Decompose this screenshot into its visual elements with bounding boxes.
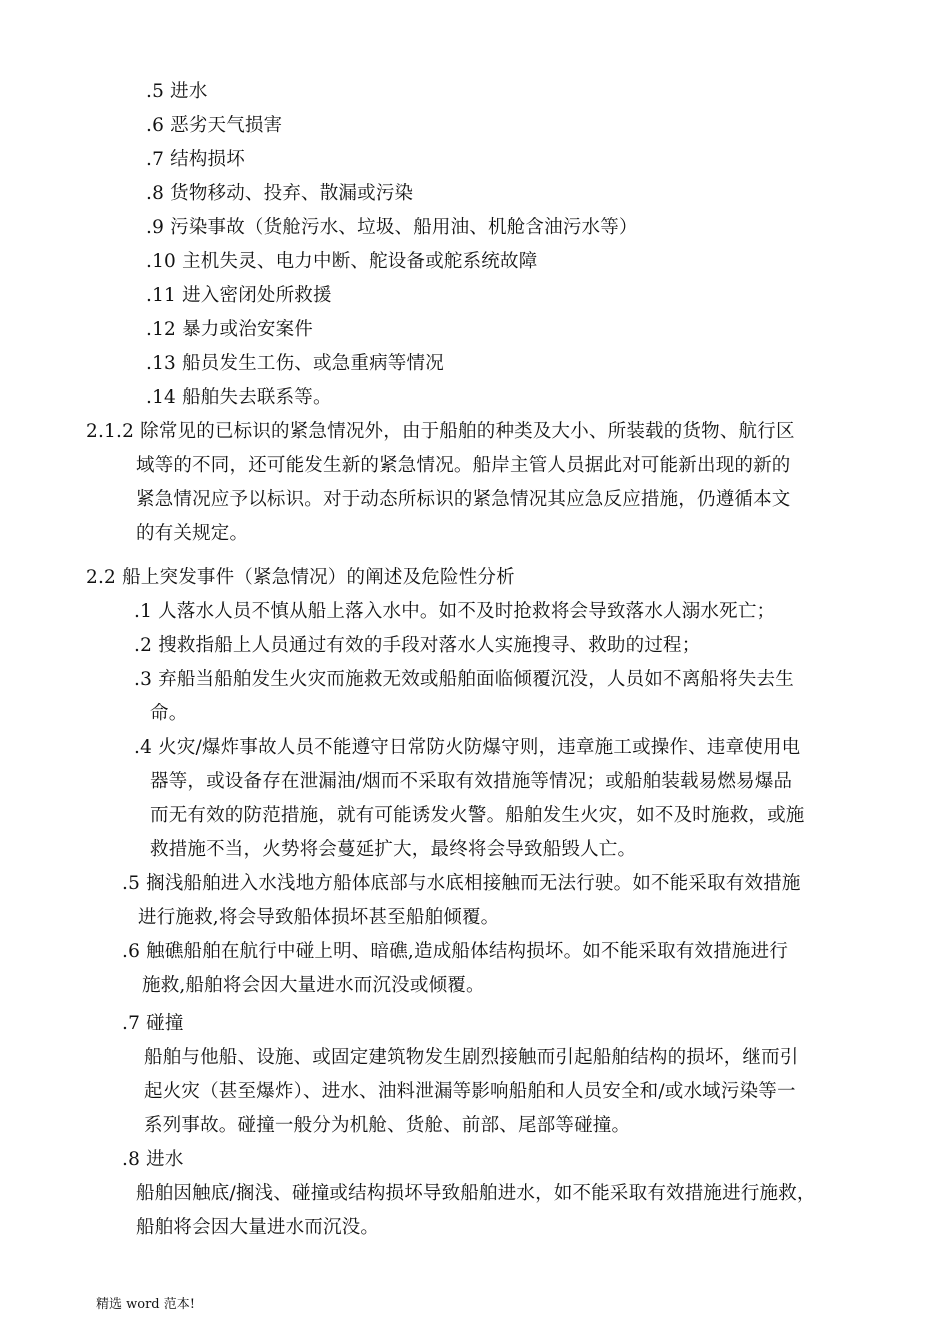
emergency-item: .1 人落水人员不慎从船上落入水中。如不及时抢救将会导致落水人溺水死亡； [134,601,776,622]
paragraph-2-1-2: 域等的不同，还可能发生新的紧急情况。船岸主管人员据此对可能新出现的新的 [136,455,791,476]
list-item: .6 恶劣天气损害 [146,115,283,136]
paragraph-2-1-2: 紧急情况应予以标识。对于动态所标识的紧急情况其应急反应措施，仍遵循本文 [136,489,791,510]
emergency-item: 起火灾（甚至爆炸）、进水、油料泄漏等影响船舶和人员安全和/或水域污染等一 [144,1081,796,1102]
emergency-item: .5 搁浅船舶进入水浅地方船体底部与水底相接触而无法行驶。如不能采取有效措施 [122,873,801,894]
emergency-item: 船舶与他船、设施、或固定建筑物发生剧烈接触而引起船舶结构的损坏，继而引 [144,1047,799,1068]
emergency-item: 而无有效的防范措施，就有可能诱发火警。船舶发生火灾，如不及时施救，或施 [150,805,805,826]
paragraph-2-1-2: 的有关规定。 [136,523,249,544]
list-item: .13 船员发生工伤、或急重病等情况 [146,353,444,374]
emergency-item: .6 触礁船舶在航行中碰上明、暗礁,造成船体结构损坏。如不能采取有效措施进行 [122,941,789,962]
emergency-item-heading: .8 进水 [122,1149,184,1170]
list-item: .12 暴力或治安案件 [146,319,314,340]
list-item: .5 进水 [146,81,208,102]
emergency-item: 器等，或设备存在泄漏油/烟而不采取有效措施等情况；或船舶装载易燃易爆品 [150,771,793,792]
emergency-item: 系列事故。碰撞一般分为机舱、货舱、前部、尾部等碰撞。 [144,1115,631,1136]
list-item: .11 进入密闭处所救援 [146,285,332,306]
page-footer: 精选 word 范本! [96,1297,195,1312]
emergency-item: 命。 [150,703,188,724]
list-item: .9 污染事故（货舱污水、垃圾、船用油、机舱含油污水等） [146,217,638,238]
emergency-item: 进行施救,将会导致船体损坏甚至船舶倾覆。 [138,907,500,928]
list-item: .10 主机失灵、电力中断、舵设备或舵系统故障 [146,251,538,272]
paragraph-2-1-2: 2.1.2 除常见的已标识的紧急情况外，由于船舶的种类及大小、所装载的货物、航行区 [86,421,795,442]
emergency-item-heading: .7 碰撞 [122,1013,184,1034]
emergency-item: 施救,船舶将会因大量进水而沉没或倾覆。 [142,975,485,996]
list-item: .8 货物移动、投弃、散漏或污染 [146,183,414,204]
list-item: .14 船舶失去联系等。 [146,387,332,408]
emergency-item: .4 火灾/爆炸事故人员不能遵守日常防火防爆守则，违章施工或操作、违章使用电 [134,737,801,758]
emergency-item: .3 弃船当船舶发生火灾而施救无效或船舶面临倾覆沉没，人员如不离船将失去生 [134,669,794,690]
emergency-item: 船舶因触底/搁浅、碰撞或结构损坏导致船舶进水，如不能采取有效措施进行施救， [136,1183,816,1204]
list-item: .7 结构损坏 [146,149,245,170]
emergency-item: 船舶将会因大量进水而沉没。 [136,1217,380,1238]
emergency-item: 救措施不当，火势将会蔓延扩大，最终将会导致船毁人亡。 [150,839,637,860]
emergency-item: .2 搜救指船上人员通过有效的手段对落水人实施搜寻、救助的过程； [134,635,701,656]
section-heading: 2.2 船上突发事件（紧急情况）的阐述及危险性分析 [86,567,515,588]
